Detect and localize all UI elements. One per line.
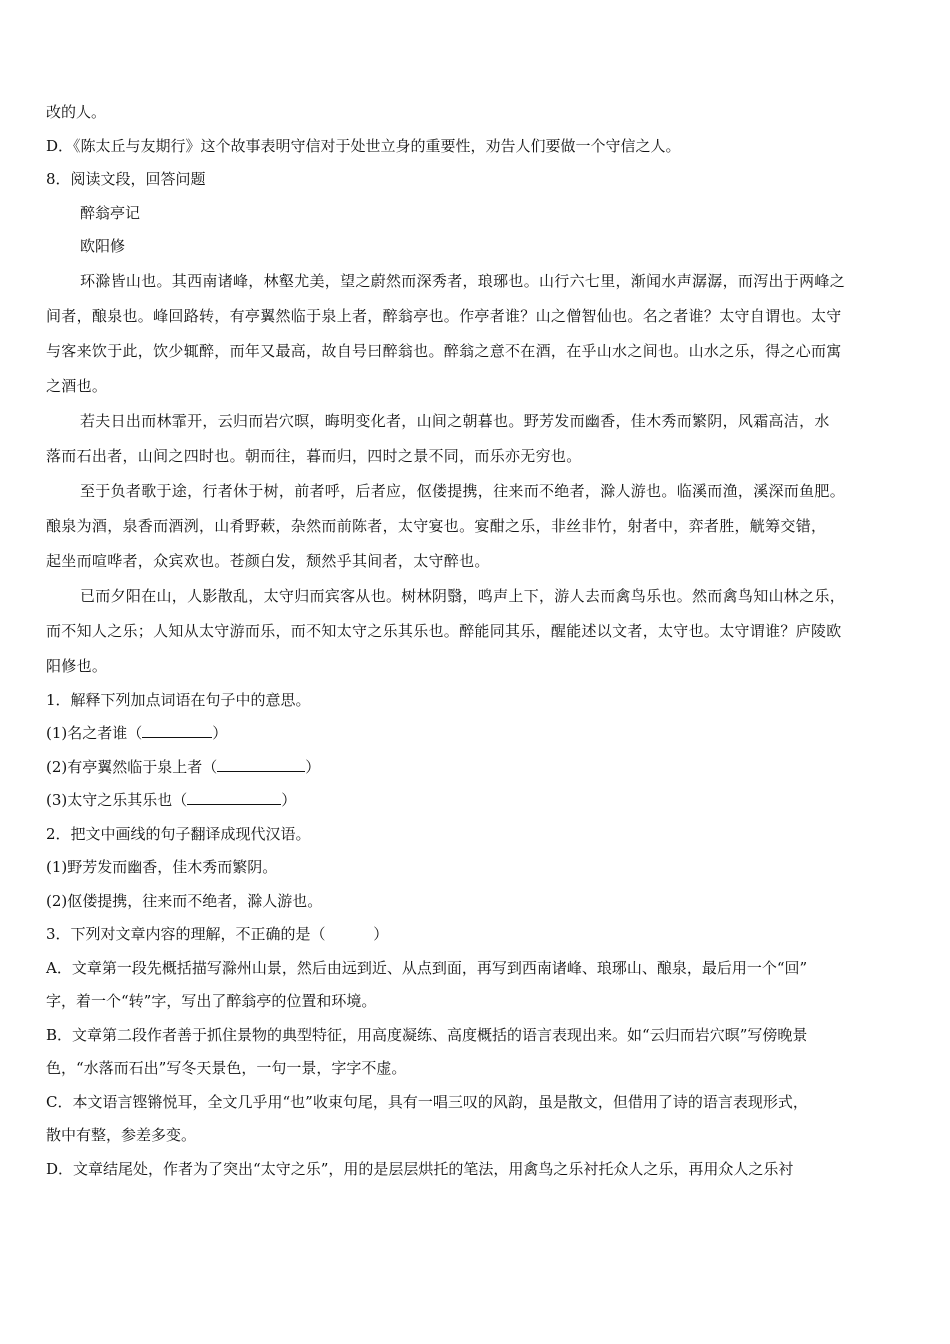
option-c [46,1086,906,1153]
answer-blank[interactable] [187,790,281,805]
sub-question-2-stem: 2．把文中画线的句子翻译成现代汉语。 [46,824,311,843]
passage-line: 酿泉为酒，泉香而酒洌，山肴野蔌，杂然而前陈者，太守宴也。宴酣之乐，非丝非竹，射者中，弈者胜，觥筹交错， [46,516,827,535]
passage-paragraph-4 [46,579,906,684]
passage-line: 已而夕阳在山，人影散乱，太守归而宾客从也。树林阴翳，鸣声上下，游人去而禽鸟乐也。然而禽鸟知山林之乐， [80,586,846,605]
option-line: A．文章第一段先概括描写滁州山景，然后由远到近、从点到面，再写到西南诸峰、琅琊山、酿泉，最后用一个“回” [46,958,808,977]
sub-question-1-item-1 [46,717,906,751]
sub-question-1-item-3 [46,784,906,818]
passage-line: 若夫日出而林霏开，云归而岩穴暝，晦明变化者，山间之朝暮也。野芳发而幽香，佳木秀而繁阴，风霜高洁，水 [80,411,830,430]
document-page [46,96,906,1186]
passage-body [46,264,906,684]
item-text: (3)太守之乐其乐也（ [46,791,188,809]
passage-paragraph-2 [46,404,906,474]
item-close: ） [212,724,228,742]
item-close: ） [281,791,297,809]
option-line: 散中有整，参差多变。 [46,1126,197,1144]
passage-line: 环滁皆山也。其西南诸峰，林壑尤美，望之蔚然而深秀者，琅琊也。山行六七里，渐闻水声潺潺，而泻出于两峰之 [80,271,846,290]
sub-question-3-stem: 3．下列对文章内容的理解，不正确的是（ ） [46,925,389,943]
sub-question-2-item-1: (1)野芳发而幽香，佳木秀而繁阴。 [46,858,278,876]
prev-continuation: 改的人。 [46,103,107,121]
item-text: (1)名之者谁（ [46,724,143,742]
option-line: C．本文语言铿锵悦耳，全文几乎用“也”收束句尾，具有一唱三叹的风韵，虽是散文，但借用了诗的语言表现形式， [46,1092,808,1111]
option-line: 色，“水落而石出”写冬天景色，一句一景，字字不虚。 [46,1059,407,1077]
passage-paragraph-3 [46,474,906,579]
option-b [46,1019,906,1086]
sub-question-1-item-2 [46,751,906,785]
passage-line: 而不知人之乐；人知从太守游而乐，而不知太守之乐其乐也。醉能同其乐，醒能述以文者，太守也。太守谓谁？庐陵欧 [46,621,842,640]
passage-line: 至于负者歌于途，行者休于树，前者呼，后者应，伛偻提携，往来而不绝者，滁人游也。临溪而渔，溪深而鱼肥。 [80,481,846,500]
passage-paragraph-1 [46,264,906,404]
item-close: ） [305,757,321,776]
passage-line: 与客来饮于此，饮少辄醉，而年又最高，故自号曰醉翁也。醉翁之意不在酒，在乎山水之间也。山水之乐，得之心而寓 [46,341,842,360]
item-text: (2)有亭翼然临于泉上者（ [46,757,218,776]
prev-option-d: D．《陈太丘与友期行》这个故事表明守信对于处世立身的重要性，劝告人们要做一个守信之人。 [46,136,681,155]
passage-line: 落而石出者，山间之四时也。朝而往，暮而归，四时之景不同，而乐亦无穷也。 [46,446,582,465]
passage-line: 之酒也。 [46,376,108,395]
sub-question-2-item-2: (2)伛偻提携，往来而不绝者，滁人游也。 [46,891,323,910]
answer-blank[interactable] [217,757,305,772]
passage-author: 欧阳修 [80,237,126,255]
option-a [46,952,906,1019]
sub-question-1-stem: 1．解释下列加点词语在句子中的意思。 [46,690,311,709]
option-line: D．文章结尾处，作者为了突出“太守之乐”，用的是层层烘托的笔法，用禽鸟之乐衬托众人之乐，再用众人之乐衬 [46,1159,794,1178]
option-d [46,1153,906,1187]
question-8-heading: 8．阅读文段，回答问题 [46,170,206,188]
passage-title: 醉翁亭记 [80,203,141,222]
passage-line: 起坐而喧哗者，众宾欢也。苍颜白发，颓然乎其间者，太守醉也。 [46,551,490,570]
passage-line: 阳修也。 [46,656,108,675]
option-line: 字，着一个“转”字，写出了醉翁亭的位置和环境。 [46,992,377,1010]
answer-blank[interactable] [142,723,212,738]
option-line: B．文章第二段作者善于抓住景物的典型特征，用高度凝练、高度概括的语言表现出来。如“云归而岩穴暝”写傍晚景 [46,1025,808,1044]
passage-line: 间者，酿泉也。峰回路转，有亭翼然临于泉上者，醉翁亭也。作亭者谁？山之僧智仙也。名之者谁？太守自谓也。太守 [46,306,842,325]
